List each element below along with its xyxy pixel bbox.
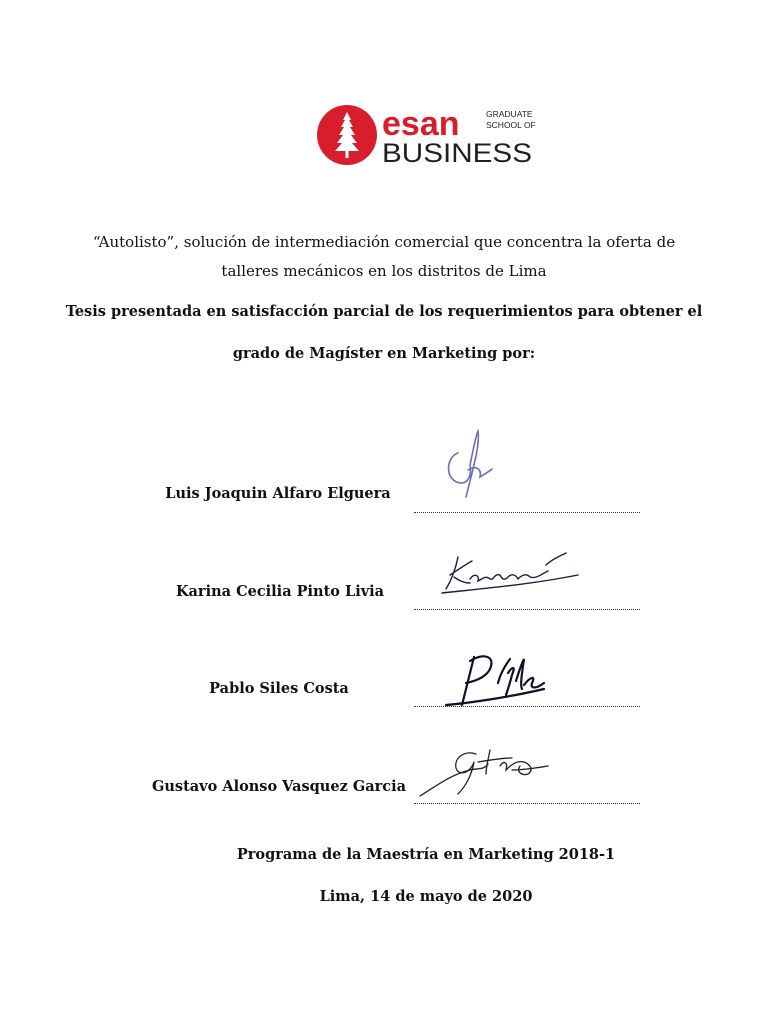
esan-logo: [316, 104, 538, 166]
signature-4: [416, 740, 552, 802]
signature-3: [440, 645, 550, 711]
author-name: Karina Cecilia Pinto Livia: [175, 583, 385, 600]
thesis-title-line-1: “Autolisto”, solución de intermediación comercial que concentra la oferta de: [92, 233, 676, 251]
author-name: Pablo Siles Costa: [209, 680, 349, 697]
author-name: Luis Joaquin Alfaro Elguera: [165, 485, 391, 502]
program-label: Programa de la Maestría en Marketing 2018-1: [236, 846, 616, 863]
thesis-title-line-2: talleres mecánicos en los distritos de Lima: [221, 262, 547, 280]
place-date: Lima, 14 de mayo de 2020: [319, 888, 533, 905]
logo-tagline-2: SCHOOL OF: [486, 120, 536, 130]
signature-line: [414, 609, 640, 610]
author-name: Gustavo Alonso Vasquez Garcia: [152, 778, 406, 795]
logo-brand-text: esan: [382, 105, 460, 143]
signature-1: [428, 425, 508, 505]
thesis-statement-line-1: Tesis presentada en satisfacción parcial de los requerimientos para obtener el: [65, 303, 703, 320]
signature-line: [414, 803, 640, 804]
signature-2: [428, 545, 588, 601]
signature-line: [414, 512, 640, 513]
signature-line: [414, 706, 640, 707]
thesis-statement-line-2: grado de Magíster en Marketing por:: [232, 345, 536, 362]
logo-tagline-3: BUSINESS: [382, 138, 532, 166]
logo-tagline-1: GRADUATE: [486, 109, 533, 119]
